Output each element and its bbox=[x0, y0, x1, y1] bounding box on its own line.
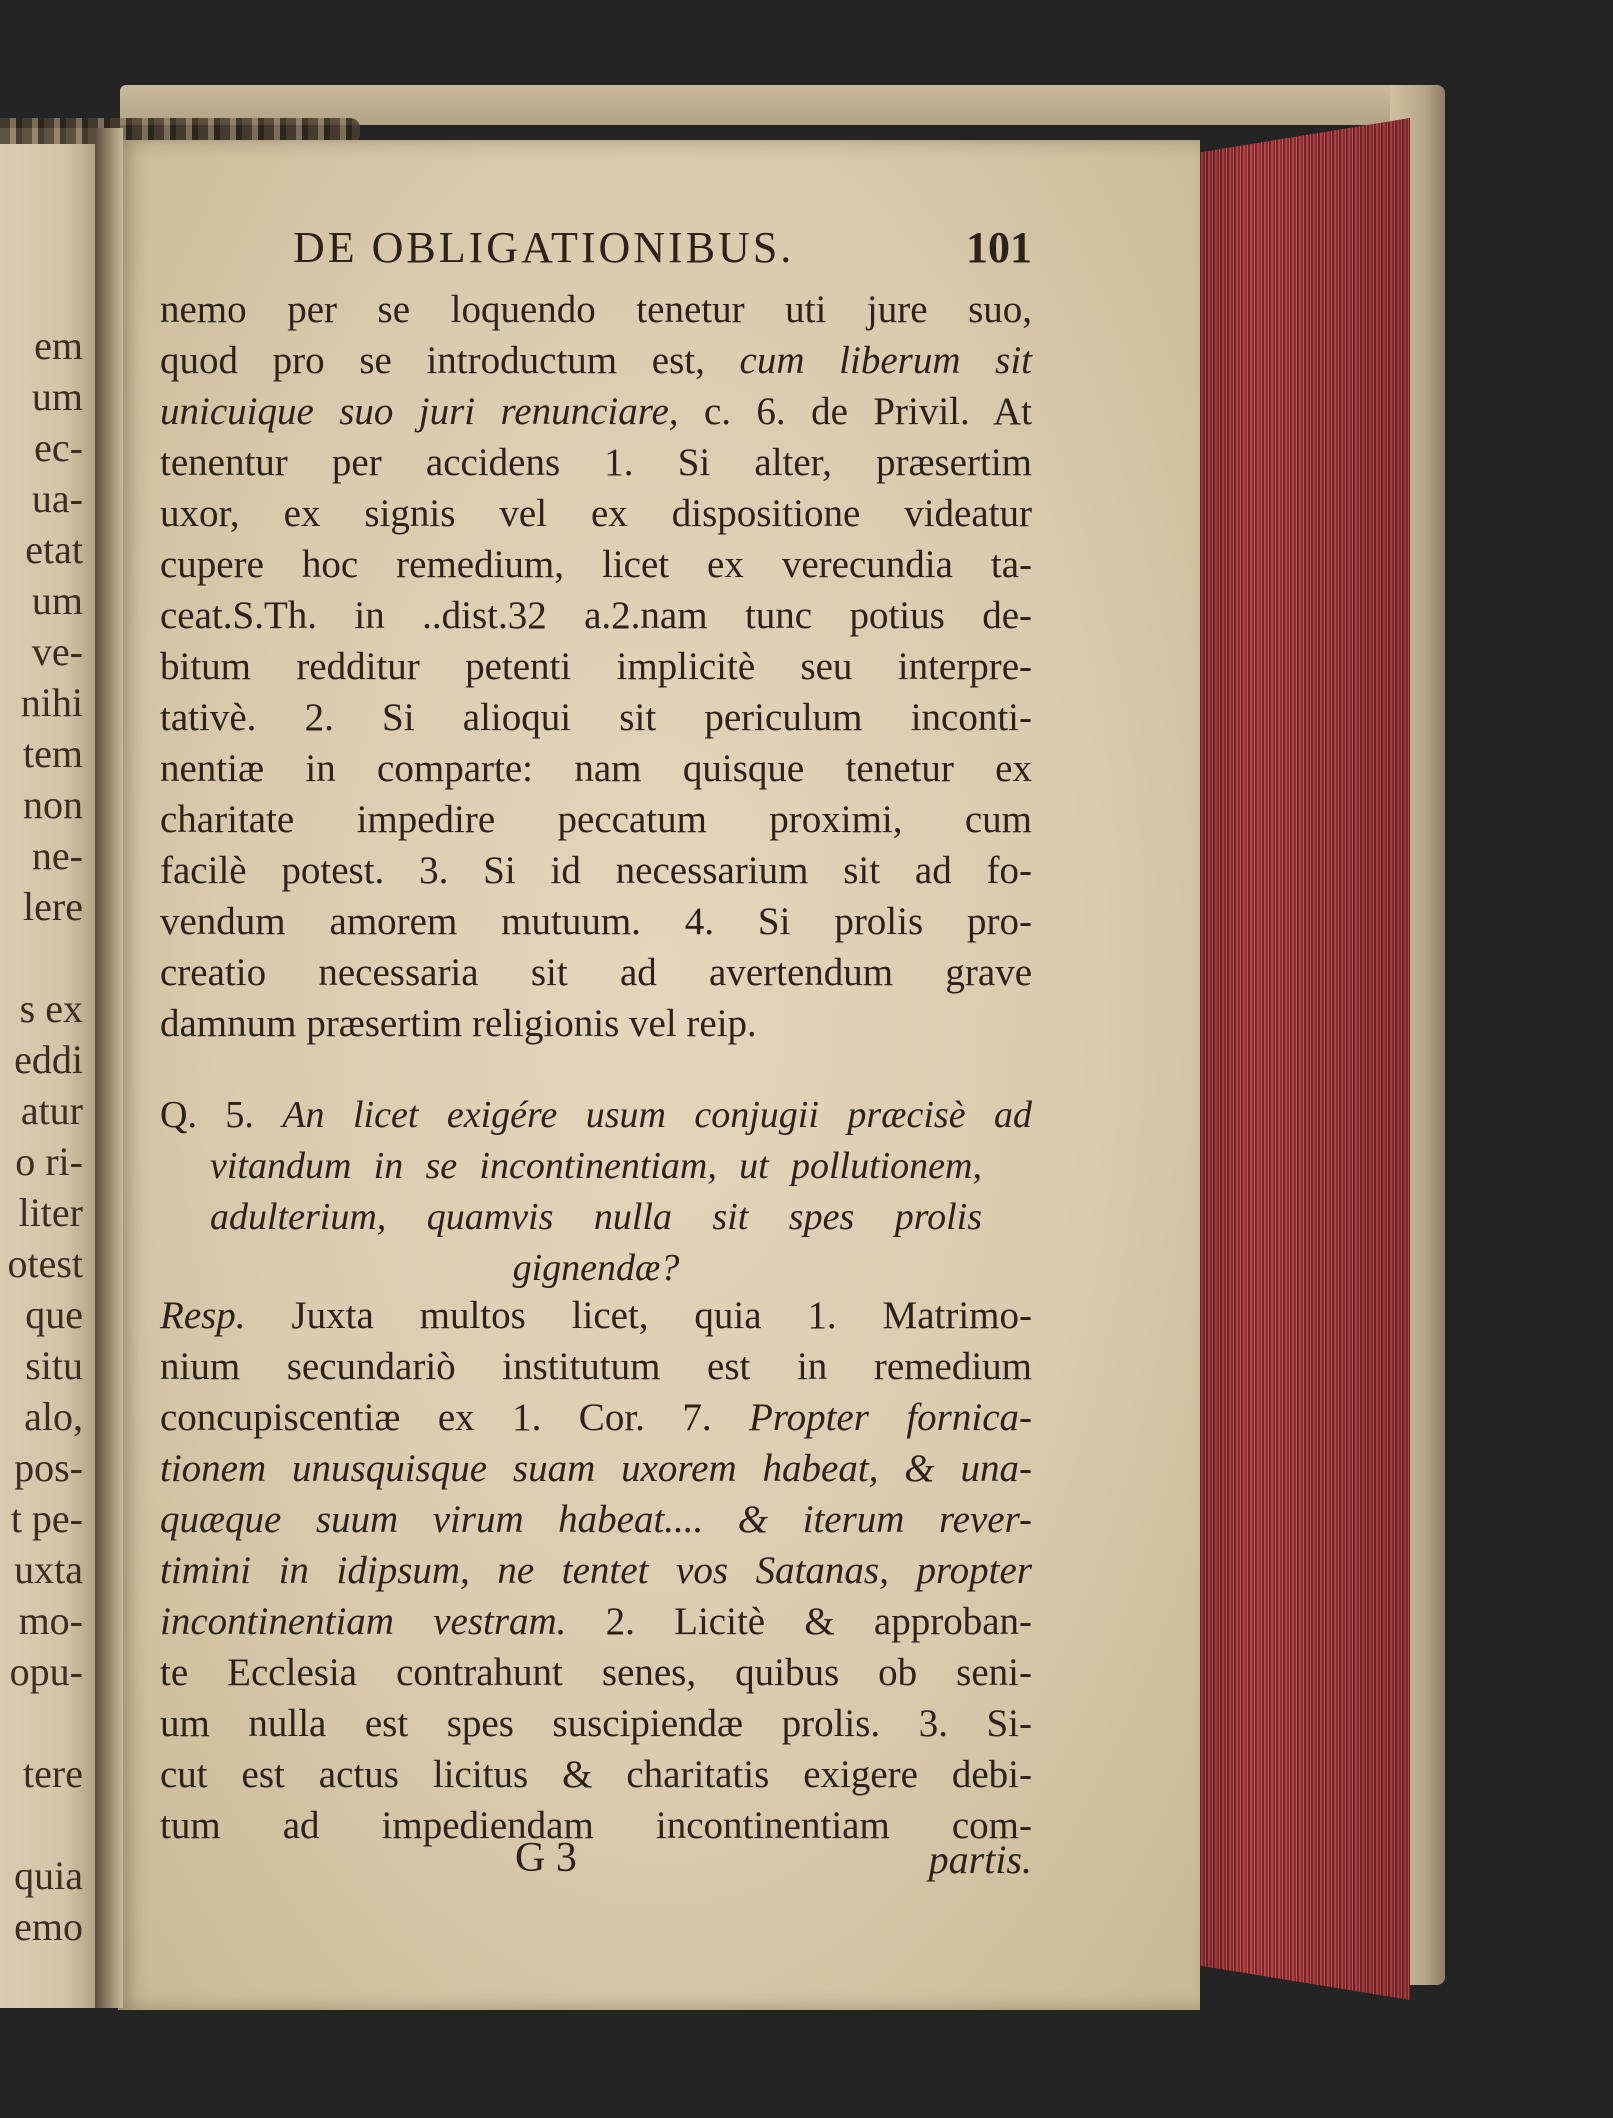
text-segment: vitandum in se incontinentiam, ut pollutionem, bbox=[210, 1145, 982, 1187]
text-segment: unicuique suo juri renunciare, bbox=[160, 390, 679, 433]
left-page-fragment: ne- bbox=[31, 833, 83, 878]
text-line bbox=[160, 692, 1032, 743]
left-page-fragment: pos- bbox=[14, 1445, 83, 1490]
page-number: 101 bbox=[966, 223, 1032, 272]
text-line bbox=[160, 1392, 1032, 1443]
left-page-fragment: s ex bbox=[19, 986, 83, 1031]
text-segment: um nulla est spes suscipiendæ prolis. 3. Si- bbox=[160, 1702, 1032, 1745]
text-segment: quod pro se introductum est, bbox=[160, 339, 740, 382]
text-segment: incontinentiam vestram. bbox=[160, 1600, 567, 1643]
text-segment: nentiæ in comparte: nam quisque tenetur ex bbox=[160, 747, 1032, 790]
left-page-fragment: liter bbox=[18, 1190, 83, 1235]
text-line bbox=[160, 437, 1032, 488]
text-line bbox=[160, 896, 1032, 947]
text-segment: nium secundariò institutum est in remedium bbox=[160, 1345, 1032, 1388]
text-line bbox=[160, 1596, 1032, 1647]
left-page-fragment: ve- bbox=[31, 629, 83, 674]
text-line bbox=[160, 947, 1032, 998]
left-page-fragment: uxta bbox=[14, 1547, 83, 1592]
text-line bbox=[160, 794, 1032, 845]
text-line bbox=[160, 1290, 1032, 1341]
left-page-fragment: t pe- bbox=[10, 1496, 83, 1541]
text-segment: nemo per se loquendo tenetur uti jure suo, bbox=[160, 288, 1032, 331]
text-line bbox=[160, 1341, 1032, 1392]
text-line bbox=[160, 1545, 1032, 1596]
text-segment: te Ecclesia contrahunt senes, quibus ob seni- bbox=[160, 1651, 1032, 1694]
left-page-fragment: tere bbox=[23, 1751, 83, 1796]
text-segment: cut est actus licitus & charitatis exigere debi- bbox=[160, 1753, 1032, 1796]
text-line bbox=[160, 335, 1032, 386]
text-line bbox=[160, 590, 1032, 641]
text-line bbox=[160, 1698, 1032, 1749]
left-page-fragment: um bbox=[31, 374, 83, 419]
left-page-fragment: etat bbox=[25, 527, 83, 572]
text-line bbox=[210, 1192, 982, 1243]
running-head: DE OBLIGATIONIBUS. bbox=[293, 223, 795, 272]
text-segment: damnum præsertim religionis vel reip. bbox=[160, 1002, 757, 1045]
text-line bbox=[210, 1141, 982, 1192]
text-segment: uxor, ex signis vel ex dispositione videatur bbox=[160, 492, 1032, 535]
text-segment: creatio necessaria sit ad avertendum grave bbox=[160, 951, 1032, 994]
text-line bbox=[160, 386, 1032, 437]
left-page-fragment: non bbox=[23, 782, 83, 827]
text-line bbox=[160, 845, 1032, 896]
text-segment: vendum amorem mutuum. 4. Si prolis pro- bbox=[160, 900, 1032, 943]
text-line bbox=[210, 1243, 982, 1294]
left-page-fragment: lere bbox=[23, 884, 83, 929]
left-page-fragment: atur bbox=[20, 1088, 83, 1133]
left-page-fragment: alo, bbox=[24, 1394, 83, 1439]
text-segment: Resp. bbox=[160, 1294, 246, 1337]
text-segment: bitum redditur petenti implicitè seu interpre- bbox=[160, 645, 1032, 688]
left-page-fragment: mo- bbox=[18, 1598, 83, 1643]
text-segment: tativè. 2. Si alioqui sit periculum inconti- bbox=[160, 696, 1032, 739]
text-line bbox=[160, 998, 1032, 1049]
gutter-shadow bbox=[95, 128, 123, 2008]
left-page-fragment: opu- bbox=[9, 1649, 83, 1694]
left-page-fragment: o ri- bbox=[15, 1139, 83, 1184]
text-line bbox=[160, 743, 1032, 794]
text-segment: ceat.S.Th. in ..dist.32 a.2.nam tunc potius de- bbox=[160, 594, 1032, 637]
text-segment: Q. 5. bbox=[160, 1094, 283, 1136]
left-page-fragment: um bbox=[31, 578, 83, 623]
text-segment: cupere hoc remedium, licet ex verecundia ta- bbox=[160, 543, 1032, 586]
left-page-fragment: que bbox=[25, 1292, 83, 1337]
left-page-text-fragments bbox=[0, 320, 83, 1952]
text-segment: tenentur per accidens 1. Si alter, præsertim bbox=[160, 441, 1032, 484]
text-segment: tionem unusquisque suam uxorem habeat, & una- bbox=[160, 1447, 1032, 1490]
left-page-fragment: nihi bbox=[20, 680, 83, 725]
left-page-fragment: otest bbox=[7, 1241, 83, 1286]
left-page-fragment: quia bbox=[14, 1853, 83, 1898]
text-line bbox=[160, 641, 1032, 692]
text-line bbox=[160, 1800, 1032, 1851]
text-segment: Juxta multos licet, quia 1. Matrimo- bbox=[245, 1294, 1032, 1337]
signature-mark: G 3 bbox=[515, 1835, 577, 1881]
text-line bbox=[160, 1090, 1032, 1141]
text-segment: cum liberum sit bbox=[739, 339, 1032, 382]
text-line bbox=[160, 488, 1032, 539]
text-segment: facilè potest. 3. Si id necessarium sit ad fo- bbox=[160, 849, 1032, 892]
catchword: partis. bbox=[928, 1837, 1032, 1882]
text-segment: c. 6. de Privil. At bbox=[678, 390, 1032, 433]
text-line bbox=[160, 539, 1032, 590]
text-segment: quæque suum virum habeat.... & iterum rever- bbox=[160, 1498, 1032, 1541]
text-segment: tum ad impediendam incontinentiam com- bbox=[160, 1804, 1032, 1847]
left-page-fragment bbox=[0, 932, 83, 983]
text-segment: adulterium, quamvis nulla sit spes prolis bbox=[210, 1196, 982, 1238]
text-line bbox=[160, 1647, 1032, 1698]
text-line bbox=[160, 284, 1032, 335]
left-page-fragment: ua- bbox=[31, 476, 83, 521]
text-segment: An licet exigére usum conjugii præcisè ad bbox=[282, 1094, 1033, 1136]
text-segment: timini in idipsum, ne tentet vos Satanas, propter bbox=[160, 1549, 1032, 1592]
left-page-fragment: tem bbox=[23, 731, 83, 776]
text-segment: concupiscentiæ ex 1. Cor. 7. bbox=[160, 1396, 750, 1439]
left-page-fragment bbox=[0, 1697, 83, 1748]
left-page-fragment bbox=[0, 1799, 83, 1850]
left-page-fragment: eddi bbox=[14, 1037, 83, 1082]
left-page-fragment: em bbox=[34, 323, 83, 368]
text-line bbox=[160, 1749, 1032, 1800]
text-segment: 2. Licitè & approban- bbox=[566, 1600, 1032, 1643]
left-page-fragment: situ bbox=[25, 1343, 83, 1388]
text-line bbox=[160, 1494, 1032, 1545]
text-line bbox=[160, 1443, 1032, 1494]
text-segment: charitate impedire peccatum proximi, cum bbox=[160, 798, 1032, 841]
left-page-fragment: ec- bbox=[34, 425, 83, 470]
left-page-fragment: emo bbox=[14, 1904, 83, 1949]
text-segment: Propter fornica- bbox=[749, 1396, 1032, 1439]
text-segment: gignendæ? bbox=[512, 1247, 680, 1289]
